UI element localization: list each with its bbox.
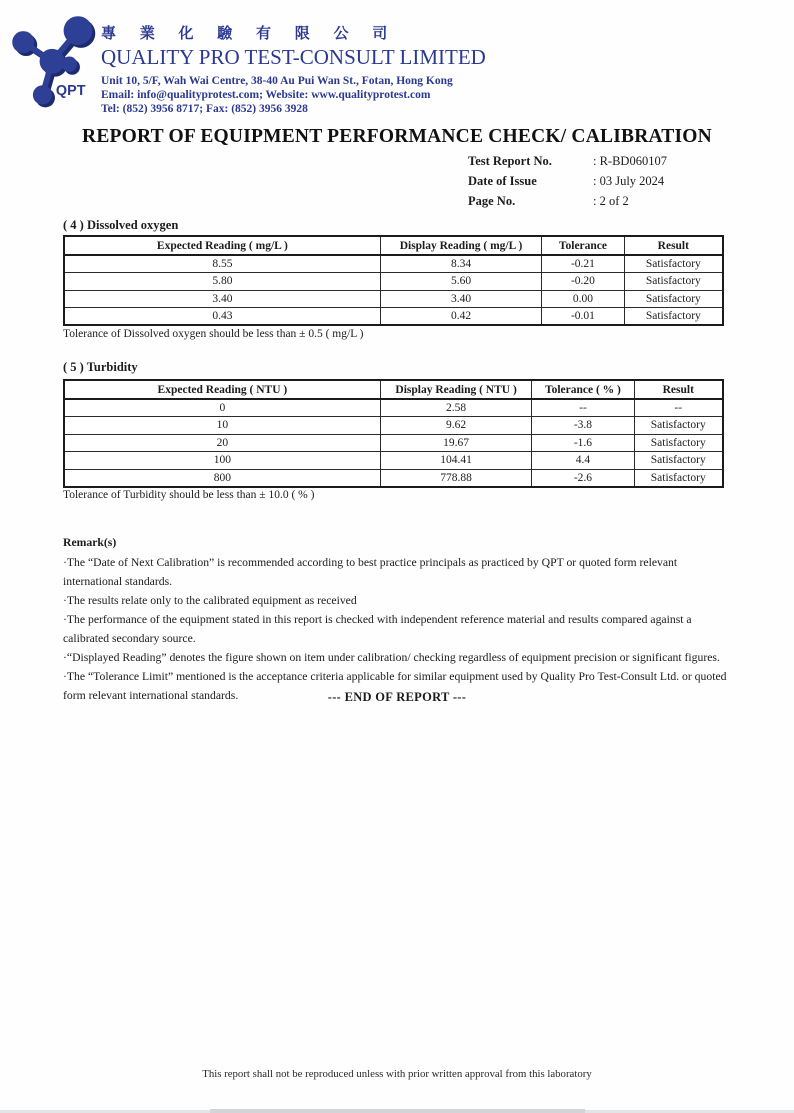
column-header: Result — [634, 380, 723, 399]
table-cell: 4.4 — [532, 452, 634, 470]
remark-item: ·The “Tolerance Limit” mentioned is the acceptance criteria applicable for similar equipment used by Quality Pro Test-Consult Ltd. or quoted form relevant international standards. — [63, 670, 727, 702]
report-info-row — [468, 151, 667, 171]
report-info-block — [468, 151, 667, 211]
table-row — [64, 452, 723, 470]
table-cell: 2.58 — [380, 399, 532, 417]
remark-item: ·The performance of the equipment stated in this report is checked with independent reference material and results compared against a calibrated secondary source. — [63, 613, 692, 645]
column-header: Tolerance ( % ) — [532, 380, 634, 399]
dissolved-oxygen-table — [63, 235, 724, 326]
scan-bottom-edge-shade — [210, 1109, 585, 1113]
column-header: Expected Reading ( NTU ) — [64, 380, 380, 399]
test-report-no-value: : R-BD060107 — [593, 153, 667, 168]
section-heading-turbidity: ( 5 ) Turbidity — [63, 360, 138, 374]
table-cell: 19.67 — [380, 434, 532, 452]
table-cell: 3.40 — [380, 290, 541, 308]
remarks-section — [63, 536, 732, 705]
remarks-heading: Remark(s) — [63, 536, 117, 549]
table-cell: 20 — [64, 434, 380, 452]
table-cell: 8.34 — [380, 255, 541, 273]
table-row — [64, 290, 723, 308]
table-cell: 0.42 — [380, 308, 541, 326]
table-row — [64, 255, 723, 273]
test-report-no-label: Test Report No. — [468, 153, 552, 168]
table-row — [64, 273, 723, 291]
table-row — [64, 434, 723, 452]
table-row — [64, 417, 723, 435]
table-cell: 5.80 — [64, 273, 380, 291]
report-info-row — [468, 191, 667, 211]
table-cell: 0 — [64, 399, 380, 417]
table-cell: 8.55 — [64, 255, 380, 273]
company-email-website: Email: info@qualityprotest.com; Website: www.qualityprotest.com — [101, 89, 431, 101]
company-tel-fax: Tel: (852) 3956 8717; Fax: (852) 3956 3928 — [101, 103, 308, 115]
table-cell: 9.62 — [380, 417, 532, 435]
dissolved-oxygen-tolerance-note: Tolerance of Dissolved oxygen should be less than ± 0.5 ( mg/L ) — [63, 328, 364, 340]
date-of-issue-label: Date of Issue — [468, 173, 537, 188]
table-row — [64, 308, 723, 326]
table-cell: Satisfactory — [634, 469, 723, 487]
table-row — [64, 469, 723, 487]
report-info-row — [468, 171, 667, 191]
table-cell: Satisfactory — [624, 255, 723, 273]
end-of-report-marker: --- END OF REPORT --- — [327, 690, 467, 704]
page-no-label: Page No. — [468, 193, 516, 208]
table-cell: -- — [634, 399, 723, 417]
table-cell: 0.43 — [64, 308, 380, 326]
date-of-issue-value: : 03 July 2024 — [593, 173, 665, 188]
company-address: Unit 10, 5/F, Wah Wai Centre, 38-40 Au Pui Wan St., Fotan, Hong Kong — [101, 75, 453, 87]
reproduction-disclaimer: This report shall not be reproduced unless with prior written approval from this laboratory — [202, 1068, 592, 1080]
column-header: Display Reading ( mg/L ) — [380, 236, 541, 255]
table-cell: 3.40 — [64, 290, 380, 308]
column-header: Result — [624, 236, 723, 255]
company-name-chinese: 專 業 化 驗 有 限 公 司 — [101, 26, 398, 42]
column-header: Expected Reading ( mg/L ) — [64, 236, 380, 255]
table-cell: -1.6 — [532, 434, 634, 452]
table-cell: -2.6 — [532, 469, 634, 487]
table-cell: Satisfactory — [634, 452, 723, 470]
column-header: Tolerance — [542, 236, 624, 255]
company-name-english: QUALITY PRO TEST-CONSULT LIMITED — [101, 45, 486, 69]
table-cell: Satisfactory — [624, 308, 723, 326]
table-cell: 104.41 — [380, 452, 532, 470]
section-heading-dissolved-oxygen: ( 4 ) Dissolved oxygen — [63, 218, 179, 232]
table-cell: -0.20 — [542, 273, 624, 291]
table-cell: -0.01 — [542, 308, 624, 326]
qpt-molecule-logo — [6, 6, 102, 108]
remark-item: ·The results relate only to the calibrated equipment as received — [63, 594, 357, 607]
table-cell: 5.60 — [380, 273, 541, 291]
table-cell: 100 — [64, 452, 380, 470]
table-cell: Satisfactory — [624, 273, 723, 291]
table-cell: Satisfactory — [634, 417, 723, 435]
table-cell: 800 — [64, 469, 380, 487]
company-contact-block — [101, 74, 486, 116]
remark-item: ·“Displayed Reading” denotes the figure shown on item under calibration/ checking regardless of equipment precision or significant figures. — [63, 651, 720, 664]
column-header: Display Reading ( NTU ) — [380, 380, 532, 399]
page-no-value: : 2 of 2 — [593, 193, 629, 208]
letterhead — [101, 22, 486, 116]
table-cell: -0.21 — [542, 255, 624, 273]
table-cell: -- — [532, 399, 634, 417]
table-header-row — [64, 236, 723, 255]
remark-item: ·The “Date of Next Calibration” is recommended according to best practice principals as practiced by QPT or quoted form relevant international standards. — [63, 556, 678, 588]
turbidity-tolerance-note: Tolerance of Turbidity should be less than ± 10.0 ( % ) — [63, 489, 315, 501]
table-cell: 0.00 — [542, 290, 624, 308]
table-cell: -3.8 — [532, 417, 634, 435]
logo-qpt-text: QPT — [55, 82, 86, 99]
table-cell: Satisfactory — [624, 290, 723, 308]
table-cell: Satisfactory — [634, 434, 723, 452]
table-cell: 10 — [64, 417, 380, 435]
table-cell: 778.88 — [380, 469, 532, 487]
turbidity-table — [63, 379, 724, 488]
table-row — [64, 399, 723, 417]
table-header-row — [64, 380, 723, 399]
report-title: REPORT OF EQUIPMENT PERFORMANCE CHECK/ CALIBRATION — [82, 126, 712, 147]
